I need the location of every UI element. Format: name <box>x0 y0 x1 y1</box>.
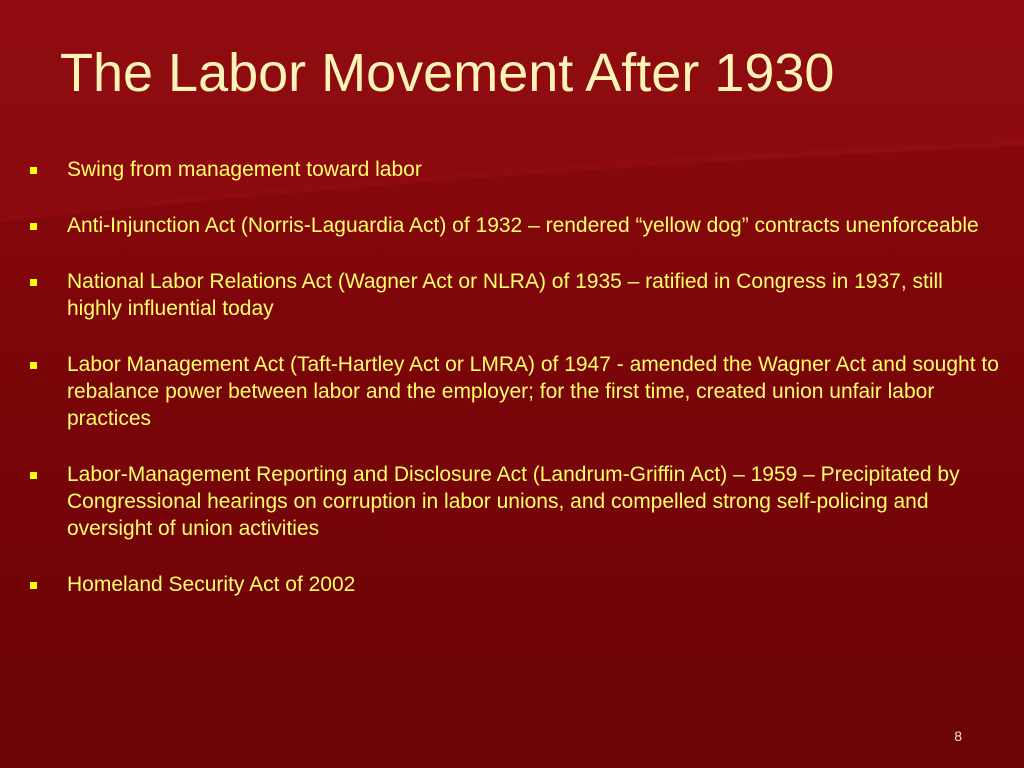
bullet-item <box>30 351 1000 432</box>
bullet-text: Labor Management Act (Taft-Hartley Act or LMRA) of 1947 - amended the Wagner Act and sought to rebalance power between labor and the employer; for the first time, created union unfair labor practices <box>67 353 999 430</box>
square-bullet-icon <box>30 167 37 174</box>
bullet-list <box>30 156 1000 627</box>
bullet-item <box>30 571 1000 598</box>
bullet-text: Labor-Management Reporting and Disclosure Act (Landrum-Griffin Act) – 1959 – Precipitated by Congressional hearings on corruption in labor unions, and compelled strong self-policing and oversight of union activities <box>67 463 960 540</box>
bullet-item <box>30 461 1000 542</box>
bullet-item <box>30 156 1000 183</box>
bullet-text: Homeland Security Act of 2002 <box>67 573 356 596</box>
square-bullet-icon <box>30 472 37 479</box>
square-bullet-icon <box>30 362 37 369</box>
slide-title: The Labor Movement After 1930 <box>60 43 835 103</box>
square-bullet-icon <box>30 223 37 230</box>
square-bullet-icon <box>30 279 37 286</box>
page-number: 8 <box>954 728 962 744</box>
bullet-item <box>30 268 1000 322</box>
bullet-text: Swing from management toward labor <box>67 158 422 181</box>
bullet-text: National Labor Relations Act (Wagner Act or NLRA) of 1935 – ratified in Congress in 1937, still highly influential today <box>67 270 943 320</box>
square-bullet-icon <box>30 582 37 589</box>
bullet-text: Anti-Injunction Act (Norris-Laguardia Act) of 1932 – rendered “yellow dog” contracts unenforceable <box>67 214 979 237</box>
bullet-item <box>30 212 1000 239</box>
